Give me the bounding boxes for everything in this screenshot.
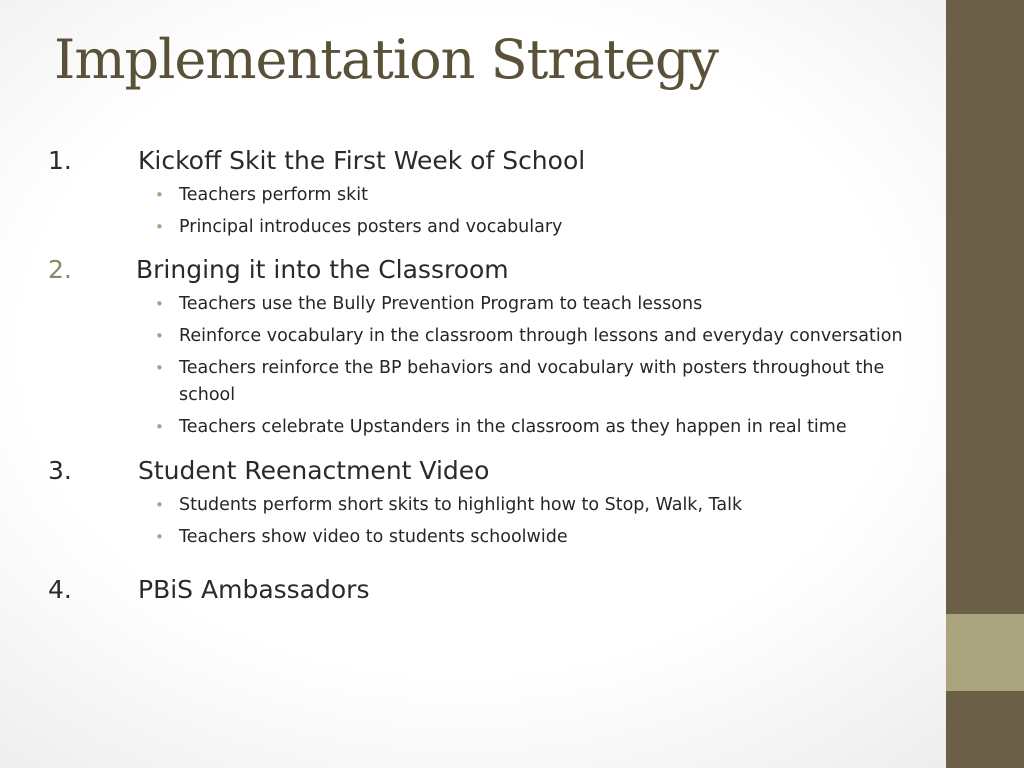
section-heading: Bringing it into the Classroom <box>136 255 509 284</box>
section-heading: PBiS Ambassadors <box>138 575 370 604</box>
bullet-list <box>48 182 908 241</box>
bullet-item: • Teachers reinforce the BP behaviors and vocabulary with posters throughout the school <box>155 355 908 409</box>
section-2 <box>48 251 908 441</box>
bullet-item: • Teachers show video to students schoolwide <box>155 524 908 551</box>
section-heading: Student Reenactment Video <box>138 456 490 485</box>
bullet-item: • Teachers celebrate Upstanders in the classroom as they happen in real time <box>155 414 908 441</box>
bullet-item: • Students perform short skits to highlight how to Stop, Walk, Talk <box>155 492 908 519</box>
section-number: 4. <box>48 575 72 604</box>
section-1 <box>48 142 908 241</box>
slide-title: Implementation Strategy <box>54 28 719 91</box>
sidebar-accent-block <box>946 614 1024 691</box>
section-number: 3. <box>48 456 72 485</box>
section-4 <box>48 571 908 609</box>
bullet-item: • Reinforce vocabulary in the classroom through lessons and everyday conversation <box>155 323 908 350</box>
bullet-item: • Teachers use the Bully Prevention Program to teach lessons <box>155 291 908 318</box>
slide-content <box>48 142 908 609</box>
bullet-item: • Teachers perform skit <box>155 182 908 209</box>
section-number: 2. <box>48 255 72 284</box>
section-3 <box>48 452 908 551</box>
bullet-list <box>48 492 908 551</box>
section-number: 1. <box>48 146 72 175</box>
bullet-list <box>48 291 908 441</box>
bullet-item: • Principal introduces posters and vocabulary <box>155 214 908 241</box>
section-heading: Kickoff Skit the First Week of School <box>138 146 586 175</box>
